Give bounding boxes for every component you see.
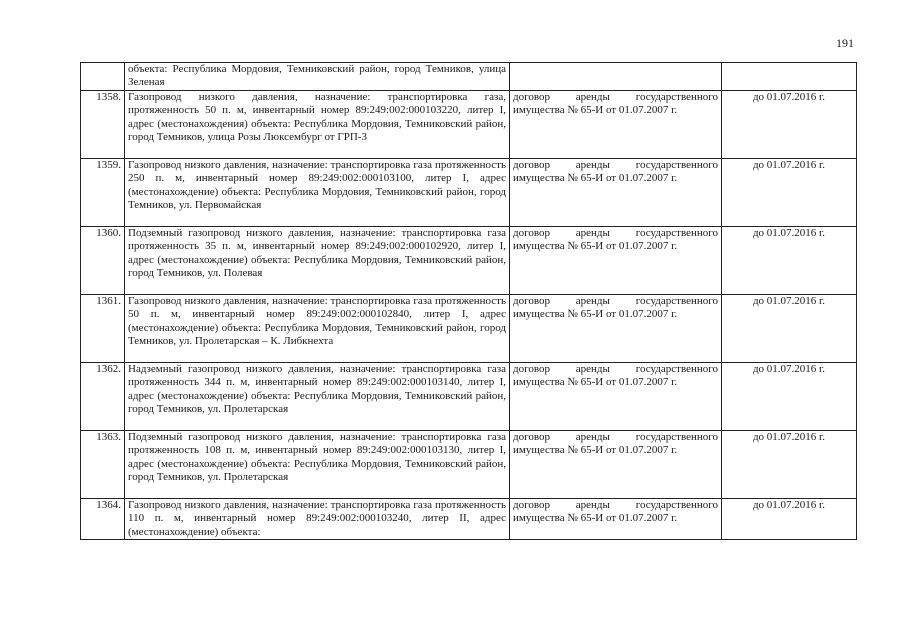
- basis-cell: договор аренды государственного имущества № 65-И от 01.07.2007 г.: [510, 91, 722, 159]
- object-description-cell: Газопровод низкого давления, назначение: транспортировка газа протяженность 50 п. м, инвентарный номер 89:249:002:000102840, литер I, адрес (местонахождение) объекта: Республика Мордовия, Темниковский район, город Темников, ул. Пролетарская – К. Либкнехта: [125, 295, 510, 363]
- basis-cell: договор аренды государственного имущества № 65-И от 01.07.2007 г.: [510, 227, 722, 295]
- table-row: [81, 159, 857, 227]
- basis-cell: договор аренды государственного имущества № 65-И от 01.07.2007 г.: [510, 295, 722, 363]
- table-row: [81, 431, 857, 499]
- table-row: [81, 227, 857, 295]
- table-row-continuation: [81, 63, 857, 91]
- row-number-cell: 1364.: [81, 499, 125, 540]
- basis-cell: договор аренды государственного имущества № 65-И от 01.07.2007 г.: [510, 159, 722, 227]
- object-description-cell: Газопровод низкого давления, назначение: транспортировка газа протяженность 110 п. м, инвентарный номер 89:249:002:000103240, литер II, адрес (местонахождение) объекта:: [125, 499, 510, 540]
- table-row: [81, 363, 857, 431]
- property-registry-table: [80, 62, 857, 540]
- table-row: [81, 295, 857, 363]
- table-row: [81, 499, 857, 540]
- term-cell: [722, 63, 857, 91]
- basis-cell: договор аренды государственного имущества № 65-И от 01.07.2007 г.: [510, 363, 722, 431]
- term-cell: до 01.07.2016 г.: [722, 159, 857, 227]
- object-description-cell: Надземный газопровод низкого давления, назначение: транспортировка газа протяженность 344 п. м, инвентарный номер 89:249:002:000103140, литер I, адрес (местонахождение) объекта: Республика Мордовия, Темниковский район, город Темников, ул. Пролетарская: [125, 363, 510, 431]
- object-description-cell: Газопровод низкого давления, назначение: транспортировка газа протяженность 250 п. м, инвентарный номер 89:249:002:000103100, литер I, адрес (местонахождение) объекта: Республика Мордовия, Темниковский район, город Темников, ул. Первомайская: [125, 159, 510, 227]
- basis-cell: [510, 63, 722, 91]
- object-description-cell: Подземный газопровод низкого давления, назначение: транспортировка газа протяженность 108 п. м, инвентарный номер 89:249:002:000103130, литер I, адрес (местонахождение) объекта: Республика Мордовия, Темниковский район, город Темников, ул. Пролетарская: [125, 431, 510, 499]
- object-description-cell: Подземный газопровод низкого давления, назначение: транспортировка газа протяженность 35 п. м, инвентарный номер 89:249:002:000102920, литер I, адрес (местонахождение) объекта: Республика Мордовия, Темниковский район, город Темников, ул. Полевая: [125, 227, 510, 295]
- row-number-cell: 1363.: [81, 431, 125, 499]
- term-cell: до 01.07.2016 г.: [722, 227, 857, 295]
- object-description-cell: объекта: Республика Мордовия, Темниковский район, город Темников, улица Зеленая: [125, 63, 510, 91]
- row-number-cell: [81, 63, 125, 91]
- term-cell: до 01.07.2016 г.: [722, 499, 857, 540]
- term-cell: до 01.07.2016 г.: [722, 91, 857, 159]
- row-number-cell: 1358.: [81, 91, 125, 159]
- table-row: [81, 91, 857, 159]
- row-number-cell: 1361.: [81, 295, 125, 363]
- row-number-cell: 1360.: [81, 227, 125, 295]
- term-cell: до 01.07.2016 г.: [722, 295, 857, 363]
- row-number-cell: 1362.: [81, 363, 125, 431]
- term-cell: до 01.07.2016 г.: [722, 431, 857, 499]
- basis-cell: договор аренды государственного имущества № 65-И от 01.07.2007 г.: [510, 431, 722, 499]
- term-cell: до 01.07.2016 г.: [722, 363, 857, 431]
- page-number: 191: [836, 36, 854, 50]
- basis-cell: договор аренды государственного имущества № 65-И от 01.07.2007 г.: [510, 499, 722, 540]
- row-number-cell: 1359.: [81, 159, 125, 227]
- object-description-cell: Газопровод низкого давления, назначение: транспортировка газа, протяженность 50 п. м, инвентарный номер 89:249:002:000103220, литер I, адрес (местонахождения) объекта: Республика Мордовия, Темниковский район, город Темников, улица Розы Люксембург от ГРП-3: [125, 91, 510, 159]
